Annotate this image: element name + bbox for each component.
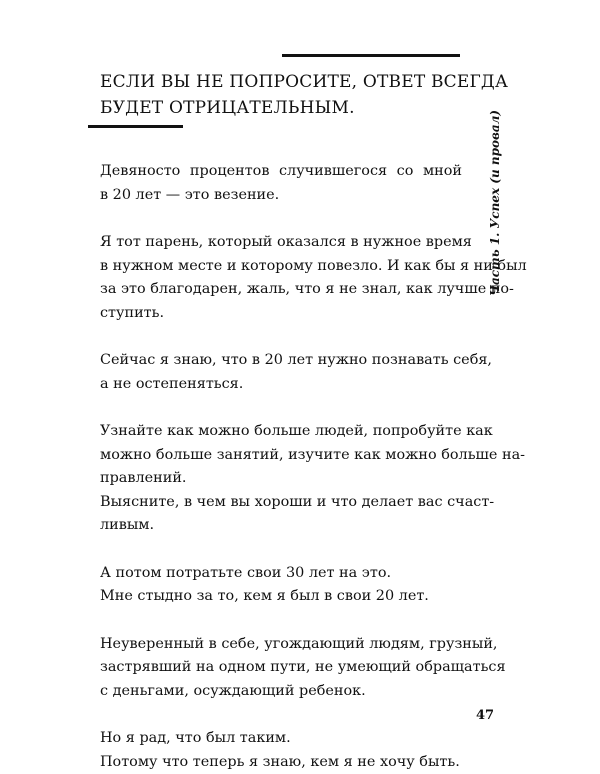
paragraph (100, 349, 462, 396)
text-line: Сейчас я знаю, что в 20 лет нужно познавать себя, (100, 349, 462, 373)
text-line: Мне стыдно за то, кем я был в свои 20 лет. (100, 585, 462, 609)
text-line: правлений. (100, 467, 462, 491)
text-line: Девяносто процентов случившегося со мной (100, 160, 462, 184)
page-number: 47 (476, 708, 494, 723)
text-line: Но я рад, что был таким. (100, 727, 462, 751)
text-line: ливым. (100, 514, 462, 538)
paragraph (100, 231, 462, 325)
text-line: ступить. (100, 302, 462, 326)
running-header: Часть 1. Успех (и провал) (488, 116, 502, 296)
text-line: за это благодарен, жаль, что я не знал, как лучше по- (100, 278, 462, 302)
top-rule (282, 54, 460, 57)
body-text (100, 160, 462, 774)
paragraph (100, 727, 462, 774)
text-line: Неуверенный в себе, угождающий людям, грузный, (100, 633, 462, 657)
paragraph (100, 160, 462, 207)
heading-line: БУДЕТ ОТРИЦАТЕЛЬНЫМ. (100, 95, 430, 121)
text-line: в нужном месте и которому повезло. И как бы я ни был (100, 255, 462, 279)
text-line: Выясните, в чем вы хороши и что делает вас счаст- (100, 491, 462, 515)
text-line: А потом потратьте свои 30 лет на это. (100, 562, 462, 586)
text-line: с деньгами, осуждающий ребенок. (100, 680, 462, 704)
heading-line: ЕСЛИ ВЫ НЕ ПОПРОСИТЕ, ОТВЕТ ВСЕГДА (100, 69, 430, 95)
section-heading (100, 69, 430, 121)
text-line: Узнайте как можно больше людей, попробуйте как (100, 420, 462, 444)
text-line: Я тот парень, который оказался в нужное время (100, 231, 462, 255)
text-line: застрявший на одном пути, не умеющий обращаться (100, 656, 462, 680)
text-line: можно больше занятий, изучите как можно больше на- (100, 444, 462, 468)
paragraph (100, 633, 462, 704)
paragraph (100, 420, 462, 538)
text-line: Потому что теперь я знаю, кем я не хочу быть. (100, 751, 462, 774)
text-line: в 20 лет — это везение. (100, 184, 462, 208)
text-line: а не остепеняться. (100, 373, 462, 397)
bottom-rule (88, 125, 183, 128)
paragraph (100, 562, 462, 609)
